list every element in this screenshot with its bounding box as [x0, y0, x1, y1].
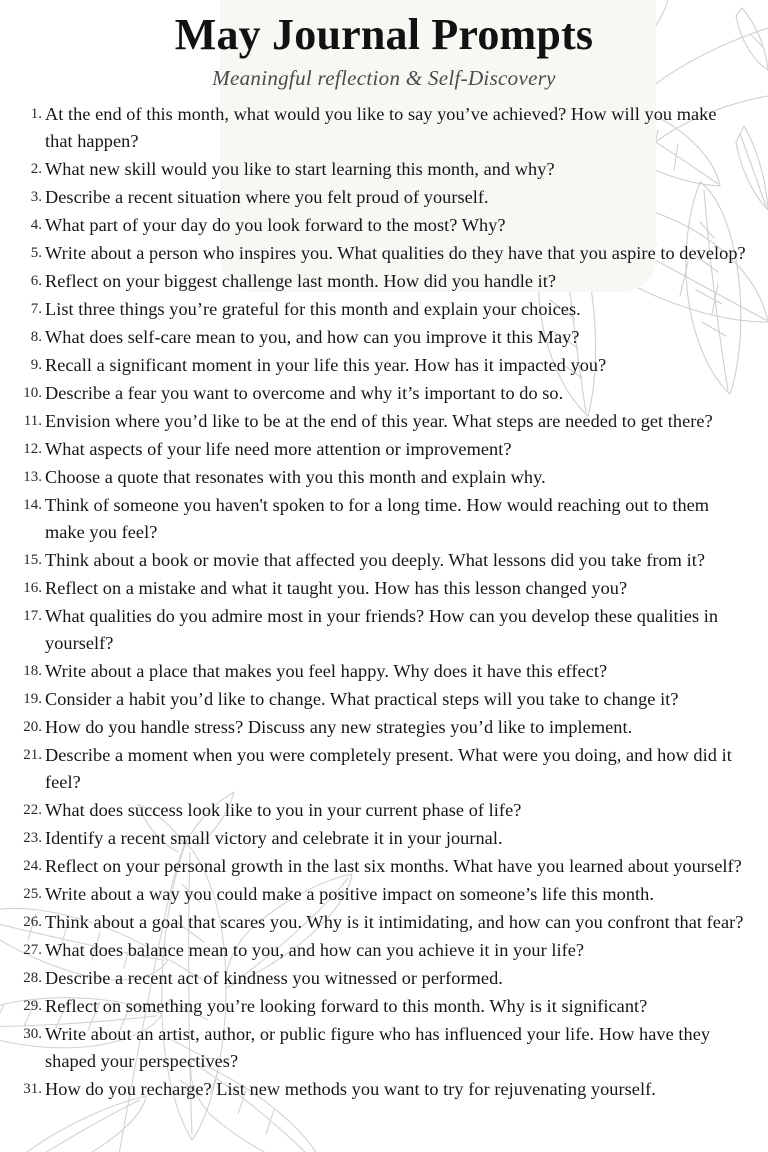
prompt-item: [12, 825, 746, 852]
prompt-number: 18.: [23, 663, 42, 680]
prompt-number: 1.: [30, 106, 42, 123]
prompt-text: Write about an artist, author, or public figure who has influenced your life. How have they shaped your perspectives?: [45, 1024, 711, 1072]
prompt-text: What does self-care mean to you, and how can you improve it this May?: [45, 327, 580, 348]
prompt-number: 14.: [23, 497, 42, 514]
prompt-text: At the end of this month, what would you like to say you’ve achieved? How will you make that happen?: [45, 104, 717, 152]
prompt-item: [12, 909, 746, 936]
page-subtitle: Meaningful reflection & Self-Discovery: [212, 66, 556, 91]
prompt-text: What qualities do you admire most in your friends? How can you develop these qualities in yourself?: [45, 606, 719, 654]
prompt-text: What does balance mean to you, and how can you achieve it in your life?: [45, 940, 585, 961]
prompt-text: Write about a way you could make a positive impact on someone’s life this month.: [45, 884, 654, 905]
prompt-item: [12, 965, 746, 992]
prompt-item: [12, 352, 746, 379]
prompt-item: [12, 296, 746, 323]
prompt-text: Recall a significant moment in your life this year. How has it impacted you?: [45, 355, 607, 376]
prompt-number: 16.: [23, 580, 42, 597]
prompt-item: [12, 156, 746, 183]
prompt-number: 29.: [23, 998, 42, 1015]
prompt-text: Think about a book or movie that affected you deeply. What lessons did you take from it?: [45, 550, 705, 571]
prompt-text: Reflect on something you’re looking forward to this month. Why is it significant?: [45, 996, 648, 1017]
prompt-number: 24.: [23, 858, 42, 875]
prompt-number: 15.: [23, 552, 42, 569]
prompt-number: 13.: [23, 469, 42, 486]
prompt-item: [12, 492, 746, 546]
prompt-text: Write about a person who inspires you. What qualities do they have that you aspire to develop?: [45, 243, 746, 264]
prompt-item: [12, 881, 746, 908]
prompt-text: What new skill would you like to start learning this month, and why?: [45, 159, 555, 180]
prompt-item: [12, 603, 746, 657]
prompt-item: [12, 1021, 746, 1075]
prompt-item: [12, 993, 746, 1020]
prompt-number: 11.: [23, 413, 42, 430]
prompt-text: What aspects of your life need more attention or improvement?: [45, 439, 512, 460]
prompt-text: Describe a moment when you were completely present. What were you doing, and how did it feel?: [45, 745, 732, 793]
prompt-number: 21.: [23, 747, 42, 764]
prompt-text: Describe a fear you want to overcome and why it’s important to do so.: [45, 383, 564, 404]
prompt-text: Reflect on your personal growth in the last six months. What have you learned about yourself?: [45, 856, 742, 877]
prompt-list: [0, 101, 768, 1103]
prompt-text: Envision where you’d like to be at the end of this year. What steps are needed to get there?: [45, 411, 713, 432]
prompt-number: 27.: [23, 942, 42, 959]
prompt-item: [12, 436, 746, 463]
prompt-number: 6.: [30, 273, 42, 290]
prompt-item: [12, 853, 746, 880]
prompt-item: [12, 575, 746, 602]
prompt-number: 2.: [30, 161, 42, 178]
prompt-item: [12, 212, 746, 239]
prompt-number: 28.: [23, 970, 42, 987]
prompt-text: Think of someone you haven't spoken to for a long time. How would reaching out to them make you feel?: [45, 495, 710, 543]
prompt-number: 17.: [23, 608, 42, 625]
prompt-item: [12, 464, 746, 491]
prompt-item: [12, 240, 746, 267]
prompt-number: 9.: [30, 357, 42, 374]
prompt-text: Reflect on your biggest challenge last month. How did you handle it?: [45, 271, 557, 292]
prompt-text: Think about a goal that scares you. Why is it intimidating, and how can you confront that fear?: [45, 912, 744, 933]
prompt-number: 23.: [23, 830, 42, 847]
prompt-text: Describe a recent act of kindness you witnessed or performed.: [45, 968, 503, 989]
prompt-number: 8.: [30, 329, 42, 346]
prompt-number: 3.: [30, 189, 42, 206]
prompt-item: [12, 101, 746, 155]
prompt-item: [12, 547, 746, 574]
prompt-item: [12, 714, 746, 741]
prompt-number: 20.: [23, 719, 42, 736]
prompt-item: [12, 184, 746, 211]
page-title: May Journal Prompts: [174, 10, 594, 59]
prompt-number: 31.: [23, 1081, 42, 1098]
prompt-number: 22.: [23, 802, 42, 819]
prompt-item: [12, 268, 746, 295]
prompt-text: Choose a quote that resonates with you this month and explain why.: [45, 467, 546, 488]
prompt-item: [12, 686, 746, 713]
prompt-number: 7.: [30, 301, 42, 318]
prompt-text: List three things you’re grateful for this month and explain your choices.: [45, 299, 581, 320]
prompt-text: How do you handle stress? Discuss any new strategies you’d like to implement.: [45, 717, 633, 738]
prompt-text: Consider a habit you’d like to change. What practical steps will you take to change it?: [45, 689, 679, 710]
prompt-number: 4.: [30, 217, 42, 234]
prompt-item: [12, 1076, 746, 1103]
prompt-item: [12, 742, 746, 796]
prompt-text: How do you recharge? List new methods you want to try for rejuvenating yourself.: [45, 1079, 656, 1100]
prompt-text: What does success look like to you in your current phase of life?: [45, 800, 522, 821]
page-header: [0, 0, 768, 91]
prompt-number: 25.: [23, 886, 42, 903]
prompt-text: What part of your day do you look forward to the most? Why?: [45, 215, 506, 236]
prompt-number: 19.: [23, 691, 42, 708]
prompt-number: 26.: [23, 914, 42, 931]
prompt-text: Reflect on a mistake and what it taught you. How has this lesson changed you?: [45, 578, 628, 599]
prompt-text: Identify a recent small victory and celebrate it in your journal.: [45, 828, 503, 849]
prompt-item: [12, 380, 746, 407]
prompt-text: Write about a place that makes you feel happy. Why does it have this effect?: [45, 661, 608, 682]
prompt-text: Describe a recent situation where you felt proud of yourself.: [45, 187, 489, 208]
prompt-item: [12, 408, 746, 435]
prompt-item: [12, 937, 746, 964]
prompt-item: [12, 324, 746, 351]
prompt-item: [12, 797, 746, 824]
prompt-number: 10.: [23, 385, 42, 402]
prompt-number: 12.: [23, 441, 42, 458]
prompt-number: 30.: [23, 1026, 42, 1043]
prompt-item: [12, 658, 746, 685]
prompt-number: 5.: [30, 245, 42, 262]
